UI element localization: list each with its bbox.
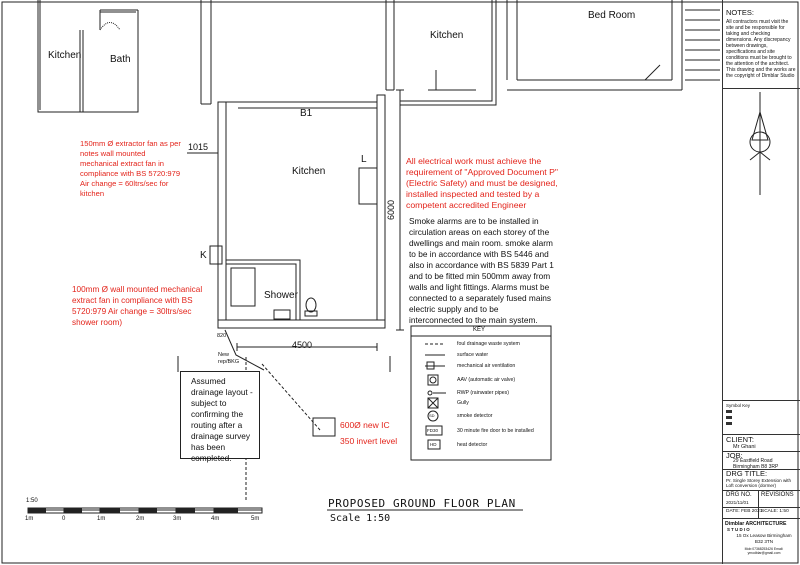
section-label-b1: B1 [300, 108, 313, 119]
scalebar-label: 1:50 [26, 498, 38, 504]
room-label-bedroom: Bed Room [588, 10, 636, 21]
firm-address: 15 Ox Leasow Birmingham B32 3TN [736, 533, 792, 544]
ic-note-line2: 350 invert level [340, 436, 398, 446]
job-address: 29 Eastfield Road Birmingham B8 3RP [733, 458, 779, 470]
key-title: KEY [473, 327, 486, 333]
scalebar-tick: 4m [211, 516, 220, 522]
electrical-note: All electrical work must achieve the requirement of "Approved Document P" (Electric Safety) and must be designed, installed inspected and tested by a competent accredited Engineer [406, 156, 559, 210]
drg-no: 2021/11/01 [726, 500, 749, 505]
extractor-150-note: 150mm Ø extractor fan as per notes wall mounted mechanical extract fan in compliance with BS 5720:979 Air change = 60ltrs/sec for kitchen [80, 139, 181, 198]
unit-label-k: K [200, 250, 207, 261]
scale-text: Scale 1:50 [330, 513, 391, 524]
notes-body: All contractors must visit the site and be responsible for taking and checking dimensions. Any discrepancy between drawings, specifications and site conditions must be brought to the attention of the architect. This drawing and the works are the copyright of Dimblar Studio [726, 19, 796, 79]
drg-title-heading: DRG TITLE: [726, 469, 768, 478]
extractor-100-note: 100mm Ø wall mounted mechanical extract fan in compliance with BS 5720:979 Air change = 30ltrs/sec shower room) [72, 285, 203, 327]
scalebar-tick: 1m [25, 516, 34, 522]
dimension-4500: 4500 [292, 340, 313, 350]
plan-title: PROPOSED GROUND FLOOR PLAN [328, 497, 516, 510]
drainage-note-box [180, 371, 260, 463]
scalebar-tick: 2m [136, 516, 145, 522]
room-label-bath: Bath [110, 54, 131, 65]
job-heading: JOB: [726, 451, 743, 460]
scalebar-tick: 5m [251, 516, 260, 522]
smoke-detector-icon: SD [429, 413, 435, 418]
client-name: Mr Ghani [733, 444, 756, 450]
scalebar-tick: 1m [97, 516, 106, 522]
heat-detector-icon: HD [430, 442, 437, 447]
dimension-1015: 1015 [188, 142, 209, 152]
key-item-fire-door: 30 minute fire door to be installed [457, 428, 534, 434]
drg-title: Pr. Single Storey Extension with Loft conversion (dormer) [726, 478, 792, 489]
scalebar-tick: 0 [62, 516, 66, 522]
firm-contact: Mob:07368253426 Email: ymodblar@gmail.com [744, 547, 784, 556]
firm-sub: S T U D I O [727, 527, 750, 532]
key-item-aav: AAV (automatic air valve) [457, 377, 516, 383]
key-item-ventilation: mechanical air ventilation [457, 363, 516, 369]
notes-heading: NOTES: [726, 8, 754, 17]
drg-no-heading: DRG NO. [726, 492, 752, 498]
key-item-foul: foul drainage waste system [457, 341, 520, 347]
dimension-820: 820 [217, 333, 227, 339]
scale: SCALE: 1:50 [761, 509, 789, 514]
key-item-heat-detector: heat detector [457, 442, 488, 448]
room-label-kitchen-top: Kitchen [430, 30, 464, 41]
revisions-heading: REVISIONS [761, 492, 794, 498]
room-label-shower: Shower [264, 290, 298, 301]
client-heading: CLIENT: [726, 435, 754, 444]
date: DATE: FEB 2021 [726, 509, 763, 514]
ic-note-line1: 600Ø new IC [340, 420, 390, 430]
smoke-alarms-note: Smoke alarms are to be installed in circulation areas on each storey of the dwellings and main room. smoke alarm to be in accordance with BS 5446 and also in accordance with BS 5839 Part 1 and to be fitted min 500mm away from walls and light fittings. Alarms must be connected to a separately fused mains electric supply and to be interconnected to the main system. [409, 216, 554, 325]
key-item-smoke-detector: smoke detector [457, 413, 493, 419]
fire-door-icon: FD30 [427, 428, 439, 433]
key-item-gully: Gully [457, 400, 469, 406]
title-block [722, 0, 800, 564]
room-label-kitchen-left: Kitchen [48, 50, 82, 61]
new-rep-bkg-label: New rep/BKG [218, 352, 240, 365]
room-label-kitchen-main: Kitchen [292, 166, 326, 177]
dimension-6000: 6000 [386, 199, 396, 220]
symbol-key-heading: Symbol Key [726, 403, 751, 408]
scalebar-tick: 3m [173, 516, 182, 522]
key-item-surface: surface water [457, 352, 489, 358]
unit-label-l: L [361, 154, 367, 165]
drainage-note: Assumed drainage layout - subject to confirming the routing after a drainage survey has been completed. [191, 376, 253, 463]
key-item-rwp: RWP (rainwater pipes) [457, 390, 509, 396]
firm-name: Dimblar ARCHITECTURE [725, 521, 787, 527]
